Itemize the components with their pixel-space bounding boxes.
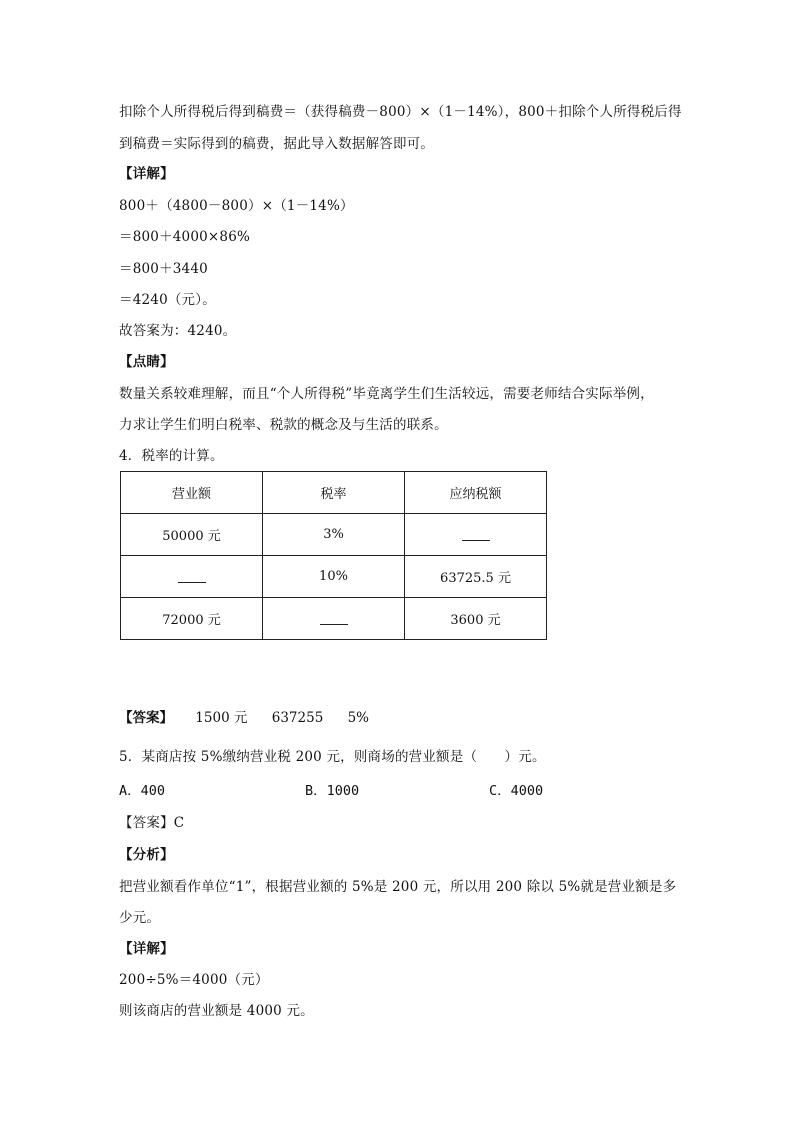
question-5-answer: 【答案】C — [119, 815, 185, 831]
fill-blank — [320, 612, 348, 625]
analysis-line-2: 到稿费＝实际得到的稿费，据此导入数据解答即可。 — [119, 136, 435, 152]
q5-analysis-line-2: 少元。 — [119, 910, 161, 926]
answer-value: 5% — [347, 710, 370, 726]
q5-calc-step: 200÷5%＝4000（元） — [119, 972, 269, 988]
q5-analysis-line-1: 把营业额看作单位“1”，根据营业额的 5%是 200 元，所以用 200 除以 5%就是营业额是多 — [119, 879, 677, 895]
analysis-line-1: 扣除个人所得税后得到稿费＝（获得稿费－800）×（1－14%），800＋扣除个人所得税后得 — [119, 104, 682, 120]
table-cell: 50000 元 — [121, 514, 263, 556]
table-cell: 3600 元 — [405, 598, 547, 640]
tax-rate-table — [120, 471, 547, 640]
question-4-answer — [119, 708, 389, 728]
table-cell-blank — [263, 598, 405, 640]
option-c: C．4000 — [489, 783, 544, 799]
calc-step-3: ＝800＋3440 — [119, 261, 208, 277]
table-cell: 63725.5 元 — [405, 556, 547, 598]
table-row — [121, 598, 547, 640]
table-cell: 3% — [263, 514, 405, 556]
question-5-title: 5．某商店按 5%缴纳营业税 200 元，则商场的营业额是（ ）元。 — [119, 749, 546, 765]
analysis-heading: 【分析】 — [119, 847, 174, 863]
answer-value: 1500 元 — [195, 710, 248, 726]
fill-blank — [462, 528, 490, 541]
answer-conclusion: 故答案为：4240。 — [119, 323, 237, 339]
table-cell-blank — [405, 514, 547, 556]
table-header-cell: 应纳税额 — [405, 472, 547, 514]
table-header-cell: 税率 — [263, 472, 405, 514]
calc-step-2: ＝800＋4000×86% — [119, 229, 251, 245]
table-row — [121, 514, 547, 556]
calc-step-1: 800＋（4800－800）×（1－14%） — [119, 198, 354, 214]
answer-label: 【答案】 — [119, 710, 173, 726]
comment-heading: 【点睛】 — [119, 354, 174, 370]
comment-line-1: 数量关系较难理解，而且“个人所得税”毕竟离学生们生活较远，需要老师结合实际举例， — [119, 386, 654, 402]
detail-heading: 【详解】 — [119, 166, 174, 182]
answer-value: 637255 — [271, 710, 324, 726]
option-b: B．1000 — [305, 783, 360, 799]
q5-conclusion: 则该商店的营业额是 4000 元。 — [119, 1003, 314, 1019]
fill-blank — [178, 570, 206, 583]
q5-detail-heading: 【详解】 — [119, 941, 174, 957]
comment-line-2: 力求让学生们明白税率、税款的概念及与生活的联系。 — [119, 417, 448, 433]
question-4-title: 4．税率的计算。 — [119, 448, 224, 464]
option-a: A．400 — [119, 783, 166, 799]
table-cell-blank — [121, 556, 263, 598]
table-header-row — [121, 472, 547, 514]
table-cell: 10% — [263, 556, 405, 598]
calc-step-4: ＝4240（元）。 — [119, 292, 216, 308]
table-header-cell: 营业额 — [121, 472, 263, 514]
table-cell: 72000 元 — [121, 598, 263, 640]
table-row — [121, 556, 547, 598]
